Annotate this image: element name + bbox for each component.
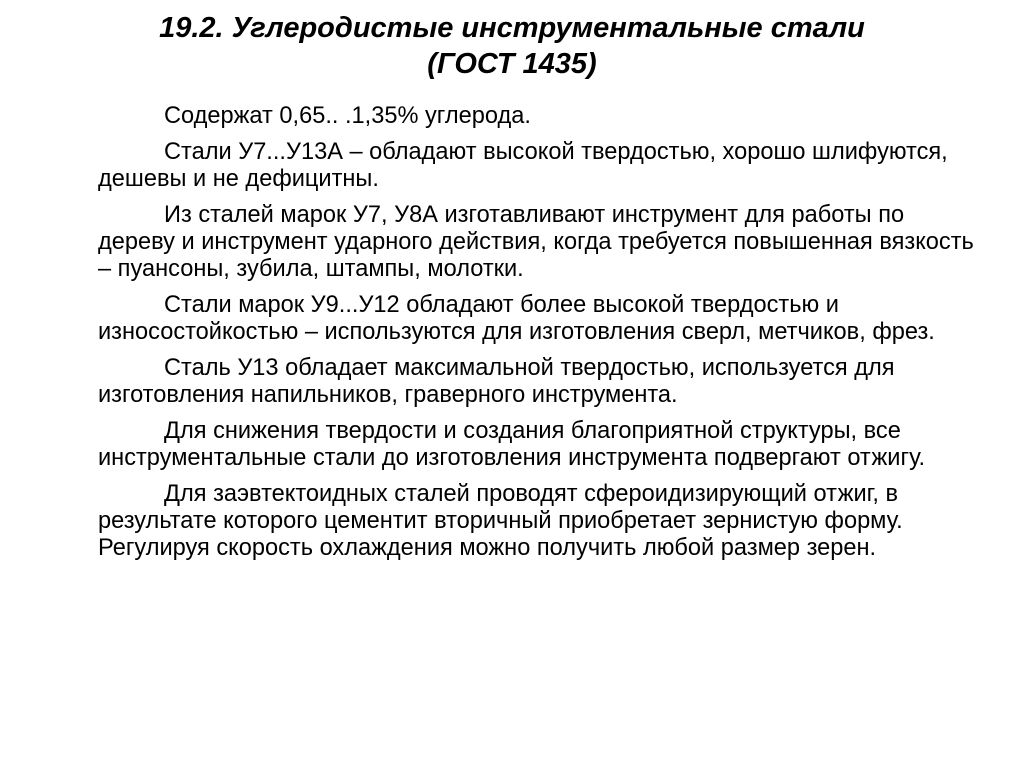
slide-title: [40, 10, 984, 82]
paragraph-u13-usage: Сталь У13 обладает максимальной твердостью, используется для изготовления напильников, граверного инструмента.: [98, 355, 895, 408]
paragraph-u7-u8a-usage: Из сталей марок У7, У8А изготавливают инструмент для работы по дереву и инструмент ударного действия, когда требуется повышенная вязкость – пуансоны, зубила, штампы, молотки.: [98, 202, 974, 282]
paragraph-annealing: Для снижения твердости и создания благоприятной структуры, все инструментальные стали до изготовления инструмента подвергают отжигу.: [98, 418, 926, 471]
title-line-1: 19.2. Углеродистые инструментальные стали: [159, 12, 865, 44]
paragraph-properties: Стали У7...У13А – обладают высокой твердостью, хорошо шлифуются, дешевы и не дефицитны.: [98, 139, 948, 192]
paragraph-carbon-content: Содержат 0,65.. .1,35% углерода.: [164, 103, 531, 129]
paragraph-spheroidizing: Для заэвтектоидных сталей проводят сфероидизирующий отжиг, в результате которого цементит вторичный приобретает зернистую форму. Регулируя скорость охлаждения можно получить любой размер зерен.: [98, 481, 903, 561]
title-line-2: (ГОСТ 1435): [427, 48, 597, 80]
paragraph-u9-u12-usage: Стали марок У9...У12 обладают более высокой твердостью и износостойкостью – используются для изготовления сверл, метчиков, фрез.: [98, 292, 935, 345]
slide-body: [98, 103, 978, 571]
